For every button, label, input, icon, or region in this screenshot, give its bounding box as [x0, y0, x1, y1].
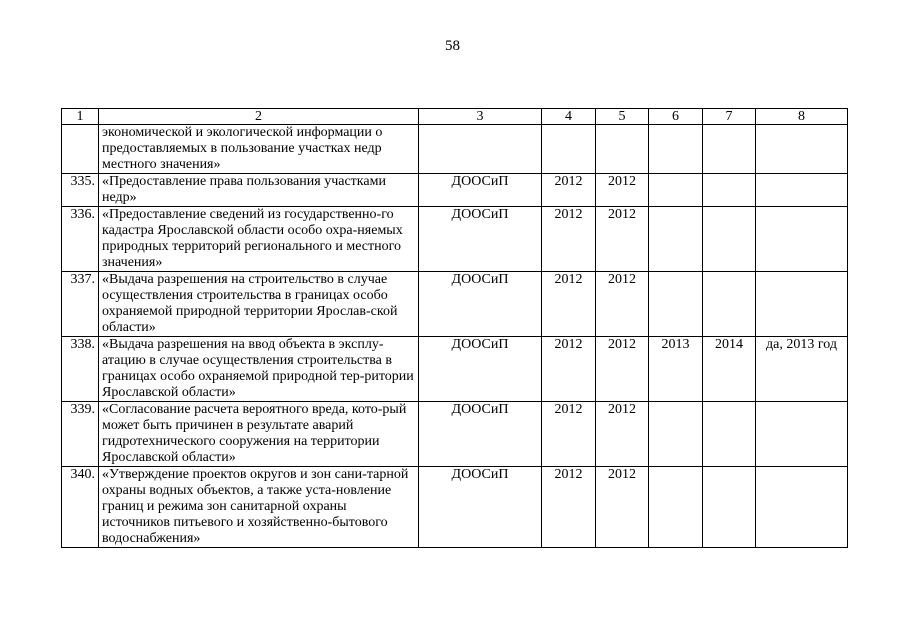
table-row: [62, 207, 848, 272]
department: ДООСиП: [419, 174, 542, 207]
year-col-6: [649, 467, 703, 548]
year-col-5: 2012: [596, 467, 649, 548]
year-col-6: [649, 174, 703, 207]
row-number: 340.: [62, 467, 99, 548]
year-col-5: 2012: [596, 337, 649, 402]
row-number: 338.: [62, 337, 99, 402]
year-col-7: [703, 207, 756, 272]
service-name: экономической и экологической информации о предоставляемых в пользование участках недр местного значения»: [99, 125, 419, 174]
header-col-1: 1: [62, 109, 99, 125]
page-number: 58: [445, 38, 460, 54]
year-col-4: 2012: [542, 207, 596, 272]
year-col-7: [703, 402, 756, 467]
department: ДООСиП: [419, 207, 542, 272]
year-col-5: 2012: [596, 207, 649, 272]
year-col-5: [596, 125, 649, 174]
year-col-4: [542, 125, 596, 174]
year-col-7: [703, 467, 756, 548]
year-col-4: 2012: [542, 272, 596, 337]
note: [756, 125, 848, 174]
row-number: 335.: [62, 174, 99, 207]
row-number: 337.: [62, 272, 99, 337]
year-col-7: 2014: [703, 337, 756, 402]
service-name: «Согласование расчета вероятного вреда, кото-рый может быть причинен в результате аварий гидротехнического сооружения на территории Ярославской области»: [99, 402, 419, 467]
service-name: «Утверждение проектов округов и зон сани-тарной охраны водных объектов, а также уста-новление границ и режима зон санитарной охраны источников питьевого и хозяйственно-бытового водоснабжения»: [99, 467, 419, 548]
department: ДООСиП: [419, 402, 542, 467]
year-col-6: [649, 272, 703, 337]
header-col-6: 6: [649, 109, 703, 125]
header-col-5: 5: [596, 109, 649, 125]
year-col-6: [649, 402, 703, 467]
year-col-5: 2012: [596, 402, 649, 467]
year-col-6: [649, 207, 703, 272]
note: [756, 402, 848, 467]
services-table: [61, 108, 848, 548]
department: [419, 125, 542, 174]
service-name: «Выдача разрешения на ввод объекта в эксплу-атацию в случае осуществления строительства в границах особо охраняемой природной тер-ритории Ярославской области»: [99, 337, 419, 402]
year-col-4: 2012: [542, 467, 596, 548]
note: [756, 272, 848, 337]
service-name: «Предоставление права пользования участками недр»: [99, 174, 419, 207]
year-col-5: 2012: [596, 272, 649, 337]
department: ДООСиП: [419, 467, 542, 548]
header-col-8: 8: [756, 109, 848, 125]
row-number: [62, 125, 99, 174]
table-row: [62, 402, 848, 467]
service-name: «Предоставление сведений из государственно-го кадастра Ярославской области особо охра-няемых природных территорий регионального и местного значения»: [99, 207, 419, 272]
service-name: «Выдача разрешения на строительство в случае осуществления строительства в границах особо охраняемой природной территории Ярослав-ской области»: [99, 272, 419, 337]
year-col-6: [649, 125, 703, 174]
year-col-5: 2012: [596, 174, 649, 207]
table-row: [62, 174, 848, 207]
department: ДООСиП: [419, 272, 542, 337]
year-col-7: [703, 272, 756, 337]
header-row: [62, 109, 848, 125]
header-col-3: 3: [419, 109, 542, 125]
header-col-4: 4: [542, 109, 596, 125]
note: [756, 174, 848, 207]
table-row: [62, 467, 848, 548]
row-number: 336.: [62, 207, 99, 272]
year-col-7: [703, 174, 756, 207]
year-col-6: 2013: [649, 337, 703, 402]
header-col-7: 7: [703, 109, 756, 125]
table-row: [62, 125, 848, 174]
table-row: [62, 337, 848, 402]
year-col-4: 2012: [542, 402, 596, 467]
year-col-7: [703, 125, 756, 174]
row-number: 339.: [62, 402, 99, 467]
note: [756, 207, 848, 272]
year-col-4: 2012: [542, 174, 596, 207]
table-row: [62, 272, 848, 337]
year-col-4: 2012: [542, 337, 596, 402]
note: да, 2013 год: [756, 337, 848, 402]
header-col-2: 2: [99, 109, 419, 125]
department: ДООСиП: [419, 337, 542, 402]
note: [756, 467, 848, 548]
